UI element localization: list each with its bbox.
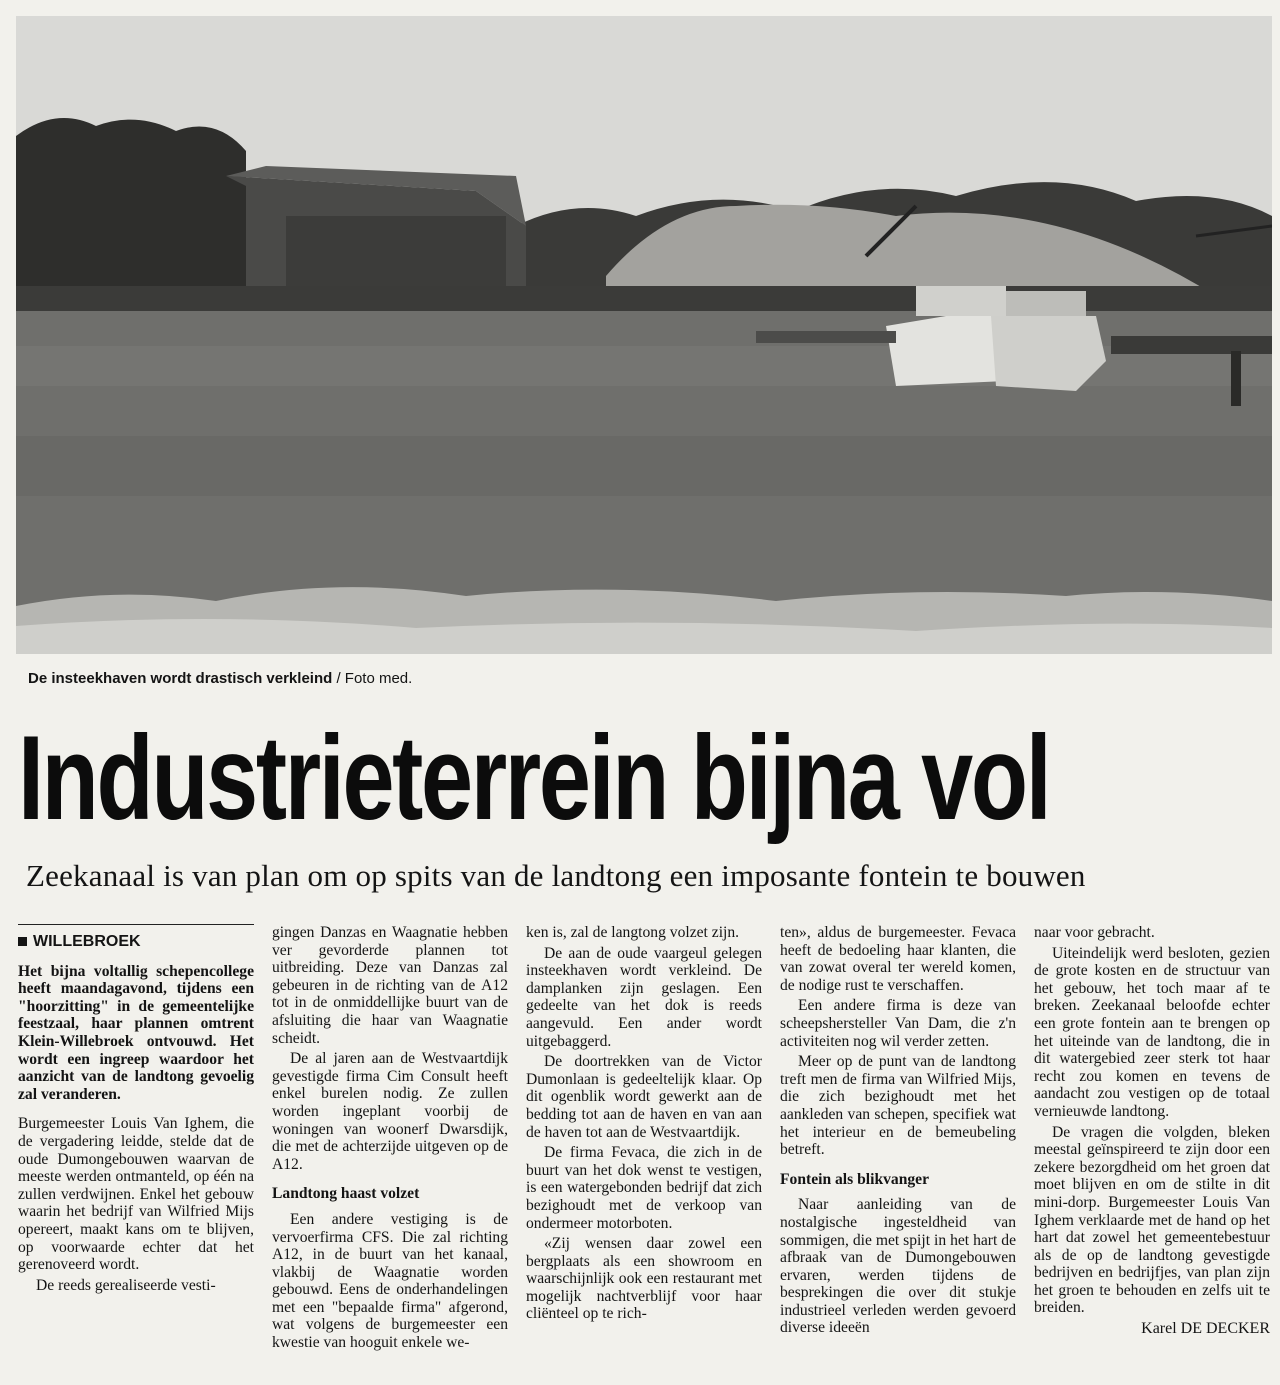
paragraph: naar voor gebracht.: [1034, 924, 1155, 941]
section-heading: Fontein als blikvanger: [780, 1170, 930, 1188]
column-1: [18, 924, 254, 1297]
harbour-photo: [16, 16, 1272, 654]
dateline-text: WILLEBROEK: [33, 933, 141, 950]
column-5: [1034, 924, 1270, 1338]
paragraph: ten», aldus de burgemeester. Fevaca heeft de bedoeling haar klanten, die van zowat overal ter wereld komen, de nodige rust te verschaffen.: [780, 924, 1016, 994]
paragraph: De aan de oude vaargeul gelegen insteekhaven wordt verkleind. De damplanken zijn geslagen. Een gedeelte van het dok is reeds aangevuld. Een ander wordt uitgebaggerd.: [526, 944, 762, 1050]
paragraph: De vragen die volgden, bleken meestal geïnspireerd te zijn door een zekere bezorgdheid om het groen dat moet blijven en om de stilte in dit mini-dorp. Burgemeester Louis Van Ighem verklaarde met de hand op het hart dat zowel het gemeentebestuur als de op de landtong gevestigde bedrijven en bedrijfjes, van plan zijn het groen te behouden en zelfs uit te breiden.: [1034, 1123, 1270, 1317]
author-byline: Karel DE DECKER: [1141, 1320, 1270, 1338]
paragraph: Meer op de punt van de landtong treft men de firma van Wilfried Mijs, die zich bezighoudt met het aankleden van schepen, specifiek wat het interieur en de bemeubeling betreft.: [780, 1053, 1016, 1159]
column-2: [272, 924, 508, 1355]
paragraph: ken is, zal de langtong volzet zijn.: [526, 924, 740, 941]
column-3: [526, 924, 762, 1326]
photo-credit: / Foto med.: [332, 670, 413, 687]
paragraph: De firma Fevaca, die zich in de buurt van het dok wenst te vestigen, is een watergebonden bedrijf dat zich bezighoudt met de verkoop van ondermeer motorboten.: [526, 1144, 762, 1232]
paragraph: Een andere firma is deze van scheepshersteller Van Dam, die z'n activiteiten nog wil verder zetten.: [780, 997, 1016, 1050]
headline: Industrieterrein bijna vol: [18, 711, 1050, 845]
dateline: [18, 933, 254, 951]
photo-illustration: [16, 16, 1272, 654]
paragraph: Een andere vestiging is de vervoerfirma CFS. Die zal richting A12, in de buurt van het kanaal, vlakbij de Waagnatie worden gebouwd. Eens de onderhandelingen met een "bepaalde firma" afgerond, wat volgens de burgemeester een kwestie van hooguit enkele we-: [272, 1210, 508, 1352]
section-heading: Landtong haast volzet: [272, 1185, 420, 1203]
paragraph: gingen Danzas en Waagnatie hebben ver gevorderde plannen tot uitbreiding. Deze van Danzas zal gebeuren in de richting van de A12 tot in de onmiddellijke buurt van de afsluiting die haar van Waagnatie scheidt.: [272, 924, 508, 1047]
paragraph: Naar aanleiding van de nostalgische ingesteldheid van sommigen, die met spijt in het hart de afbraak van de Dumongebouwen ervaren, werden tijdens de besprekingen die over dit stukje industrieel verleden werden gevoerd diverse ideeën: [780, 1196, 1016, 1337]
bullet-square-icon: [18, 937, 27, 946]
top-rule: [18, 924, 254, 925]
paragraph: De reeds gerealiseerde vesti-: [36, 1276, 216, 1294]
caption-text: De insteekhaven wordt drastisch verkleind: [28, 670, 333, 687]
paragraph: De doortrekken van de Victor Dumonlaan is gedeeltelijk klaar. Op dit ogenblik wordt gewerkt aan de bedding tot aan de haven en van aan de haven tot aan de Westvaartdijk.: [526, 1053, 762, 1141]
photo-caption: [28, 670, 412, 687]
paragraph: «Zij wensen daar zowel een bergplaats als een showroom en waarschijnlijk ook een restaurant met mogelijk nachtverblijf voor haar cliënteel op te rich-: [526, 1235, 762, 1323]
paragraph: Burgemeester Louis Van Ighem, die de vergadering leidde, stelde dat de oude Dumongebouwen waarvan de meeste werden ontmanteld, op één na zullen verdwijnen. Enkel het gebouw waarin het bedrijf van Wilfried Mijs opereert, maakt kans om te blijven, op voorwaarde echter dat het gerenoveerd wordt.: [18, 1115, 254, 1274]
paragraph: Uiteindelijk werd besloten, gezien de grote kosten en de structuur van het gebouw, het toch maar af te breken. Zeekanaal beloofde echter een grote fontein aan te brengen op het uiteinde van de landtong, die in dit watergebied zeer sterk tot haar recht zou komen en tevens de aandacht zou vestigen op de totaal vernieuwde landtong.: [1034, 944, 1270, 1120]
paragraph: De al jaren aan de Westvaartdijk gevestigde firma Cim Consult heeft enkel burelen nodig. Ze zullen worden ingeplant voorbij de woningen van woonerf Dwarsdijk, die met de achterzijde uitgeven op de A12.: [272, 1050, 508, 1173]
subheadline: Zeekanaal is van plan om op spits van de landtong een imposante fontein te bouwen: [26, 858, 1086, 893]
lead-paragraph: Het bijna voltallig schepencollege heeft maandagavond, tijdens een "hoorzitting" in de gemeentelijke feestzaal, haar plannen omtrent Klein-Willebroek ontvouwd. Het wordt een ingreep waardoor het aanzicht van de landtong gevoelig zal veranderen.: [18, 962, 254, 1103]
column-4: [780, 924, 1016, 1340]
